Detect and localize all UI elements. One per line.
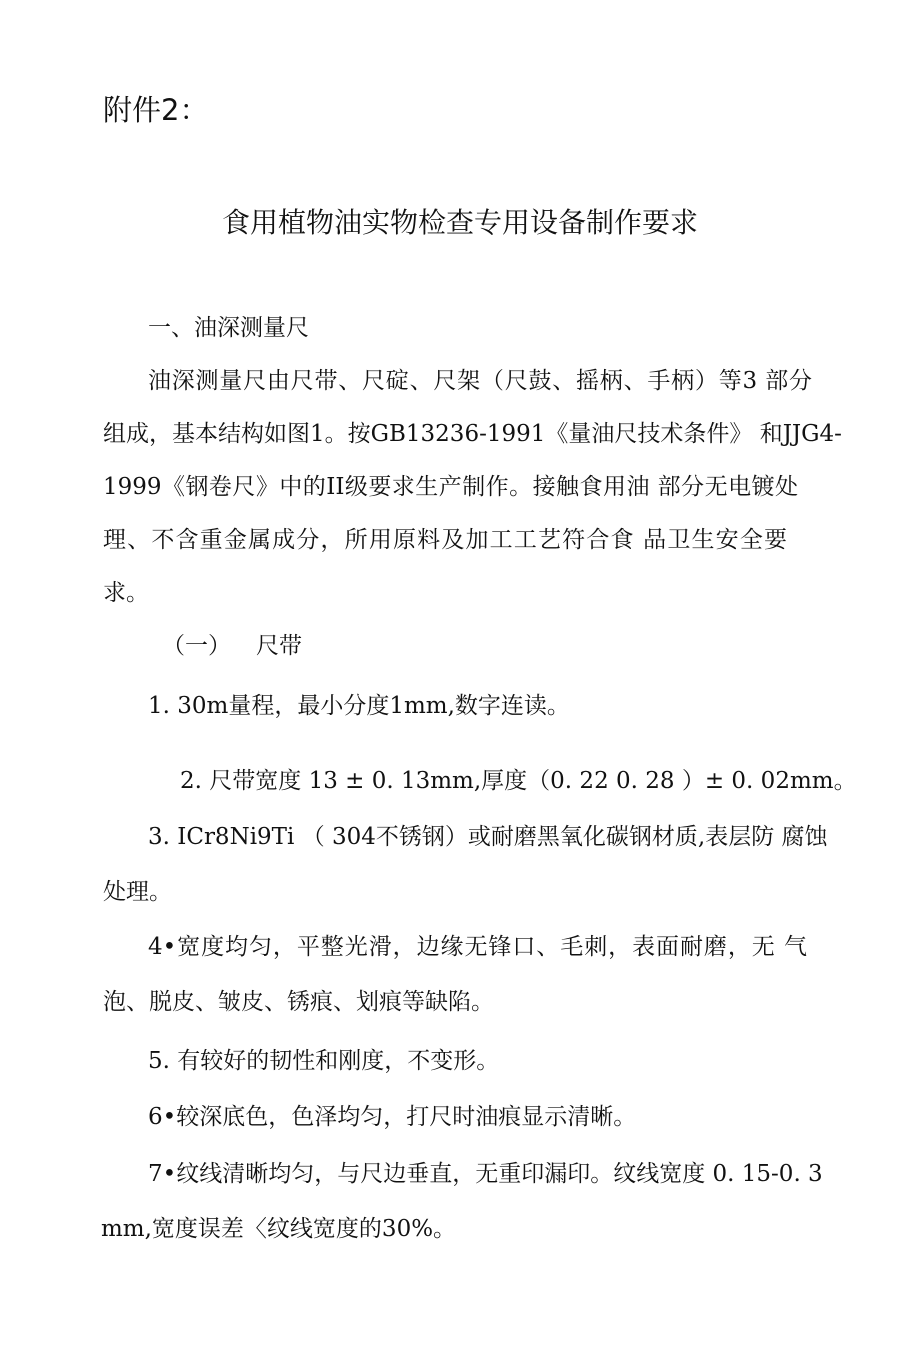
list-item: 4•宽度均匀，平整光滑，边缘无锋口、毛刺，表面耐磨，无 气 bbox=[148, 934, 807, 960]
list-item-continuation: 处理。 bbox=[103, 879, 172, 905]
list-item-continuation: 泡、脱皮、皱皮、锈痕、划痕等缺陷。 bbox=[103, 989, 494, 1015]
paragraph-line: 组成，基本结构如图1。按GB13236-1991《量油尺技术条件》 和JJG4- bbox=[103, 421, 842, 447]
paragraph-line: 理、不含重金属成分，所用原料及加工工艺符合食 品卫生安全要 bbox=[103, 527, 787, 553]
attachment-label: 附件2： bbox=[103, 93, 209, 127]
list-item-continuation: mm,宽度误差〈纹线宽度的30%。 bbox=[101, 1216, 457, 1242]
list-item: 1. 30m量程，最小分度1mm,数字连读。 bbox=[148, 693, 570, 719]
document-title: 食用植物油实物检查专用设备制作要求 bbox=[221, 206, 698, 239]
subsection-title: 尺带 bbox=[256, 633, 302, 659]
list-item: 2. 尺带宽度 13 ± 0. 13mm,厚度（0. 22 0. 28 ）± 0. 02mm。 bbox=[180, 768, 857, 794]
subsection-number: （一） bbox=[162, 633, 231, 659]
paragraph-line: 油深测量尺由尺带、尺碇、尺架（尺鼓、摇柄、手柄）等3 部分 bbox=[148, 368, 812, 394]
list-item: 3. ICr8Ni9Ti （ 304不锈钢）或耐磨黑氧化碳钢材质,表层防 腐蚀 bbox=[148, 824, 828, 850]
paragraph-line: 求。 bbox=[103, 580, 149, 606]
list-item: 5. 有较好的韧性和刚度，不变形。 bbox=[148, 1048, 500, 1074]
section-heading: 一、油深测量尺 bbox=[148, 315, 309, 341]
list-item: 6•较深底色，色泽均匀，打尺时油痕显示清晰。 bbox=[148, 1104, 637, 1130]
paragraph-line: 1999《钢卷尺》中的II级要求生产制作。接触食用油 部分无电镀处 bbox=[103, 474, 798, 500]
list-item: 7•纹线清晰均匀，与尺边垂直，无重印漏印。纹线宽度 0. 15-0. 3 bbox=[148, 1161, 823, 1187]
